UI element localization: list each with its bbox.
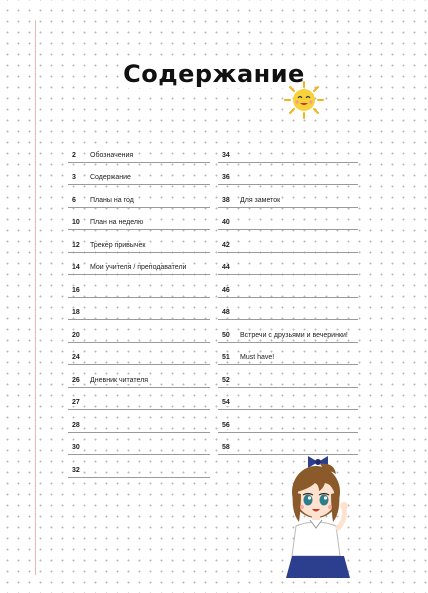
page-number: 56 (222, 421, 230, 429)
contents-row (68, 298, 210, 321)
page-number: 46 (222, 286, 230, 294)
contents-row (68, 388, 210, 411)
section-label: План на неделю (90, 219, 144, 226)
contents-row (68, 140, 210, 163)
page-number: 50 (222, 331, 230, 339)
contents-row (218, 140, 358, 163)
section-label: Встречи с друзьями и вечеринки! (240, 331, 348, 339)
section-label: Содержание (90, 174, 131, 181)
contents-row (68, 185, 210, 208)
contents-right-column (218, 140, 358, 455)
contents-row (218, 388, 358, 411)
page-number: 10 (72, 219, 80, 226)
page-number: 52 (222, 376, 230, 384)
page-number: 51 (222, 354, 230, 361)
page-number: 32 (72, 466, 80, 474)
page-number: 6 (72, 196, 76, 204)
contents-row (218, 343, 358, 366)
page-number: 24 (72, 354, 80, 361)
page-number: 42 (222, 241, 230, 249)
section-label: Must have! (240, 354, 275, 361)
page-number: 40 (222, 219, 230, 226)
contents-row (218, 230, 358, 253)
page-number: 16 (72, 286, 80, 294)
contents-row (218, 185, 358, 208)
contents-row (68, 208, 210, 231)
page-number: 44 (222, 264, 230, 271)
contents-row (68, 410, 210, 433)
contents-row (68, 163, 210, 186)
section-label: Для заметок (240, 196, 281, 204)
smiling-sun-icon (282, 80, 326, 120)
section-label: Обозначения (90, 151, 134, 159)
contents-row (218, 410, 358, 433)
contents-row (218, 298, 358, 321)
contents-row (218, 275, 358, 298)
contents-row (68, 365, 210, 388)
page-number: 38 (222, 196, 230, 204)
page-number: 2 (72, 151, 76, 159)
contents-row (218, 253, 358, 276)
page-number: 34 (222, 151, 230, 159)
page-number: 14 (72, 264, 80, 271)
page-number: 12 (72, 241, 80, 249)
page-number: 3 (72, 174, 76, 181)
section-label: Дневник читателя (90, 376, 149, 384)
contents-row (218, 365, 358, 388)
page-number: 18 (72, 309, 80, 316)
page-number: 36 (222, 174, 230, 181)
page-number: 48 (222, 309, 230, 316)
contents-row (68, 455, 210, 478)
cartoon-girl-illustration (278, 452, 358, 578)
contents-row (68, 253, 210, 276)
contents-row (218, 208, 358, 231)
section-label: Планы на год (90, 196, 134, 204)
page-title (0, 60, 428, 100)
page-number: 30 (72, 444, 80, 451)
contents-row (68, 433, 210, 456)
contents-row (218, 163, 358, 186)
contents-row (68, 343, 210, 366)
page-title-text: Содержание (119, 60, 309, 88)
section-label: Трекер привычек (90, 241, 146, 249)
page-number: 58 (222, 444, 230, 451)
page-number: 26 (72, 376, 80, 384)
page-number: 27 (72, 399, 80, 406)
section-label: Мои учителя / преподаватели (90, 264, 187, 271)
contents-row (218, 320, 358, 343)
page-number: 28 (72, 421, 80, 429)
contents-row (68, 230, 210, 253)
page-number: 54 (222, 399, 230, 406)
contents-row (68, 275, 210, 298)
page-number: 20 (72, 331, 80, 339)
contents-row (68, 320, 210, 343)
contents-left-column (68, 140, 210, 478)
page-margin-line (35, 20, 36, 575)
